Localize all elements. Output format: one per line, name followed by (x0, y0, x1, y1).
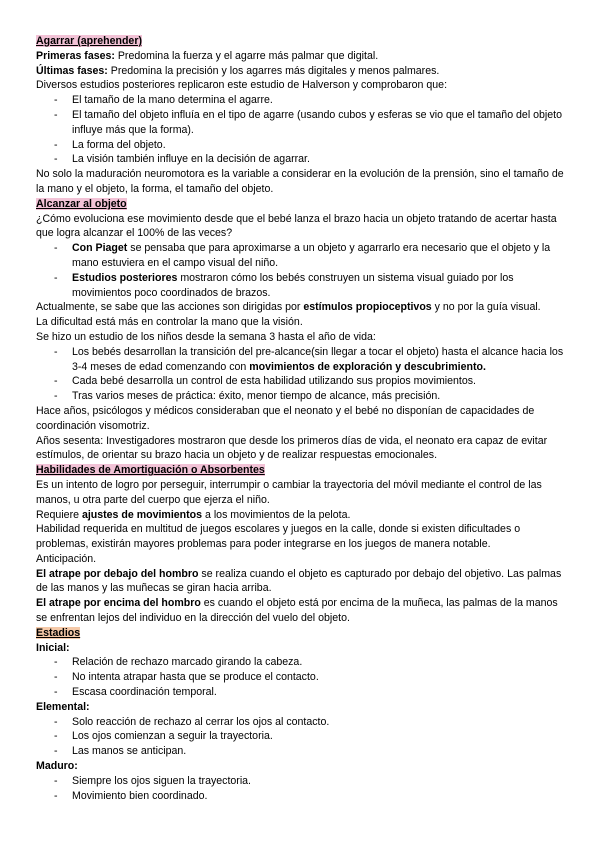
list-inicial (36, 655, 568, 699)
paragraph-ultimas-fases: Últimas fases: Predomina la precisión y los agarres más digitales y menos palmares. (36, 64, 440, 77)
paragraph-maduracion: No solo la maduración neuromotora es la variable a considerar en la evolución de la prensión, sino el tamaño de la mano y el objeto, la forma, el tamaño del objeto. (36, 168, 564, 195)
list-item: - Escasa coordinación temporal. (54, 686, 217, 699)
paragraph-hace-anos: Hace años, psicólogos y médicos consideraban que el neonato y el bebé no disponían de capacidades de coordinación visomotriz. (36, 404, 535, 432)
list-item: - Siempre los ojos siguen la trayectoria. (54, 774, 252, 787)
list-item: - Los ojos comienzan a seguir la trayectoria. (54, 730, 273, 743)
list-maduro (36, 774, 568, 804)
paragraph-question: ¿Cómo evoluciona ese movimiento desde que el bebé lanza el brazo hacia un objeto tratando de acertar hasta que logra alcanzar el 100% de las veces? (36, 212, 557, 240)
section-heading-alcanzar: Alcanzar al objeto (36, 197, 127, 210)
paragraph-primeras-fases: Primeras fases: Predomina la fuerza y el agarre más palmar que digital. (36, 49, 379, 62)
paragraph-dificultad: La dificultad está más en controlar la mano que la visión. (36, 316, 303, 329)
paragraph-estudio: Se hizo un estudio de los niños desde la semana 3 hasta el año de vida: (36, 330, 376, 343)
list-item: - Los bebés desarrollan la transición del pre-alcance(sin llegar a tocar el objeto) hasta el alcance hacia los 3-4 meses de edad comenzando con movimientos de exploración y descubrimiento. (54, 345, 564, 373)
paragraph-requiere: Requiere ajustes de movimientos a los movimientos de la pelota. (36, 508, 351, 521)
section-heading-estadios: Estadios (36, 626, 81, 639)
subheading-elemental: Elemental: (36, 700, 90, 713)
paragraph-intento-logro: Es un intento de logro por perseguir, interrumpir o cambiar la trayectoria del móvil mediante el control de las manos, u otra parte del cuerpo que ejerza el niño. (36, 478, 542, 506)
list-item: - Con Piaget se pensaba que para aproximarse a un objeto y agarrarlo era necesario que el objeto y la mano estuviera en el campo visual del niño. (54, 242, 551, 269)
paragraph-anticipacion: Anticipación. (36, 552, 97, 565)
paragraph-intro-halverson: Diversos estudios posteriores replicaron este estudio de Halverson y comprobaron que: (36, 79, 448, 92)
paragraph-actualmente: Actualmente, se sabe que las acciones son dirigidas por estímulos propioceptivos y no por la guía visual. (36, 301, 541, 314)
list-item: - La visión también influye en la decisión de agarrar. (54, 153, 310, 166)
list-estudio (36, 345, 568, 404)
section-heading-agarrar: Agarrar (aprehender) (36, 35, 142, 47)
list-item: - Solo reacción de rechazo al cerrar los ojos al contacto. (54, 715, 330, 728)
list-elemental (36, 715, 568, 759)
list-item: - El tamaño de la mano determina el agarre. (54, 94, 273, 107)
list-item: - No intenta atrapar hasta que se produce el contacto. (54, 671, 319, 684)
paragraph-atrape-debajo: El atrape por debajo del hombro se realiza cuando el objeto es capturado por debajo del objetivo. Las palmas de las manos y las muñecas se giran hacia arriba. (36, 567, 562, 595)
list-item: - Cada bebé desarrolla un control de esta habilidad utilizando sus propios movimientos. (54, 375, 476, 388)
list-item: - Movimiento bien coordinado. (54, 789, 208, 802)
list-item: - Relación de rechazo marcado girando la cabeza. (54, 656, 303, 669)
list-item: - Las manos se anticipan. (54, 745, 187, 758)
document-page (36, 34, 568, 803)
subheading-inicial: Inicial: (36, 641, 70, 654)
subheading-maduro: Maduro: (36, 760, 78, 773)
list-item: - La forma del objeto. (54, 138, 166, 151)
paragraph-anos-sesenta: Años sesenta: Investigadores mostraron que desde los primeros días de vida, el neonato era capaz de evitar estímulos, de orientar su brazo hacia un objeto y de realizar respuestas emocionales. (36, 434, 548, 462)
list-item: - Estudios posteriores mostraron cómo los bebés construyen un sistema visual guiado por los movimientos poco coordinados de brazos. (54, 271, 514, 299)
list-item: - Tras varios meses de práctica: éxito, menor tiempo de alcance, más precisión. (54, 390, 441, 403)
paragraph-habilidad: Habilidad requerida en multitud de juegos escolares y juegos en la calle, donde si existen dificultades o problemas, existirán mayores problemas para poder integrarse en los juegos de manera notable. (36, 523, 521, 551)
list-halverson (36, 93, 568, 167)
list-item: - El tamaño del objeto influía en el tipo de agarre (usando cubos y esferas se vio que el tamaño del objeto influye más que la forma). (54, 108, 562, 136)
paragraph-atrape-encima: El atrape por encima del hombro es cuando el objeto está por encima de la muñeca, las palmas de la manos se enfrentan lejos del individuo en la dirección del vuelo del objeto. (36, 597, 558, 625)
section-heading-amortiguacion: Habilidades de Amortiguación o Absorbentes (36, 464, 265, 477)
list-piaget (36, 241, 568, 300)
